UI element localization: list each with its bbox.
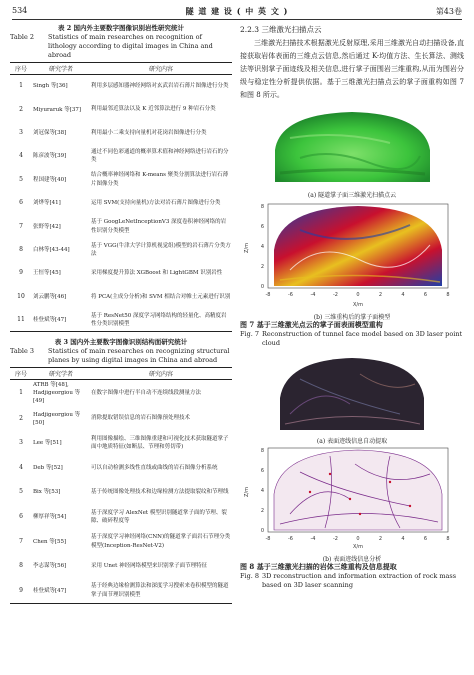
y-tick-label: 2 — [260, 508, 264, 514]
row-author: 柳厚祥等[54] — [33, 513, 67, 520]
row-author: 张野等[42] — [33, 223, 61, 230]
row-content: 消除提取错误信息的岩石图像预处理技术 — [91, 415, 191, 422]
x-tick-label: 6 — [423, 292, 428, 298]
row-author: Deb 等[52] — [33, 464, 63, 471]
fig7-y-label: Z/m — [244, 243, 250, 253]
table2-col-no: 序号 — [10, 63, 32, 75]
fig8a-subcaption: (a) 表面迹线信息自动提取 — [316, 438, 388, 445]
table-row — [10, 431, 232, 456]
x-tick-label: 4 — [401, 536, 405, 542]
row-author: Hadjigeorgiou 等[50] — [33, 411, 81, 426]
table-row — [10, 308, 232, 331]
row-author: 刘烨等[41] — [33, 200, 61, 207]
table2-col-author: 研究学者 — [32, 63, 90, 75]
fig7b-subcaption: (b) 三维重构后的掌子面模型 — [313, 314, 391, 321]
row-number: 2 — [19, 414, 23, 422]
y-tick-label: 6 — [260, 468, 264, 474]
row-author: Chen 等[55] — [33, 538, 67, 545]
table-row — [10, 380, 232, 407]
x-tick-label: -6 — [288, 292, 293, 298]
fig7-caption-text: Reconstruction of tunnel face model based on 3D laser point cloud — [262, 330, 463, 347]
row-content: 基于深度学习神经网络(CNN)的隧道掌子面岩石节理分类模型(Inception-ResNet-V2) — [91, 534, 231, 549]
row-author: Miyuraruk 等[37] — [33, 106, 81, 113]
y-tick-label: 0 — [260, 284, 264, 290]
x-tick-label: 8 — [446, 292, 450, 298]
section-heading: 2.2.3 三维激光扫描点云 — [240, 25, 322, 34]
x-tick-label: -8 — [265, 536, 271, 542]
x-tick-label: -4 — [310, 536, 316, 542]
table2-caption-en — [10, 33, 232, 60]
row-number: 3 — [19, 128, 23, 136]
fig8-caption-text: 3D reconstruction and information extraction of rock mass based on 3D laser scanning — [262, 572, 457, 589]
table-row — [10, 191, 232, 214]
fig7-label: Fig. 7 — [240, 330, 260, 338]
y-tick-label: 8 — [260, 448, 264, 454]
right-column — [240, 24, 464, 590]
row-number: 7 — [19, 222, 23, 230]
table3-body — [10, 380, 232, 603]
left-column — [10, 24, 232, 604]
row-number: 4 — [19, 463, 23, 471]
fig8-y-label: Z/m — [244, 487, 250, 497]
row-content: 通过不同色彩通道的概率算术值和神经网络进行岩石的分类 — [91, 149, 229, 164]
trace-analysis-plot — [240, 444, 464, 550]
fig8-caption-en — [240, 572, 464, 590]
row-author: Bix 等[53] — [33, 489, 61, 496]
fig8b-panel — [240, 444, 464, 563]
table3-col-content: 研究内容 — [90, 368, 232, 380]
table3 — [10, 367, 232, 603]
row-number: 9 — [10, 578, 32, 603]
table2-col-content: 研究内容 — [90, 63, 232, 75]
table-row — [10, 262, 232, 285]
row-number: 3 — [19, 439, 23, 447]
table-row — [10, 455, 232, 480]
reconstructed-model-plot — [240, 200, 464, 308]
fig7-caption-cn: 图 7 基于三维激光点云的掌子面表面模型重构 — [240, 320, 383, 329]
row-content: 利用多层感知器神经网络对玄武岩岩石薄片图像进行分类 — [91, 83, 229, 90]
x-tick-label: 4 — [401, 292, 405, 298]
row-number: 5 — [19, 488, 23, 496]
trace-extraction-image — [240, 354, 464, 432]
row-author: 桂登斌等[47] — [32, 308, 90, 331]
fig7-x-label: X/m — [353, 302, 363, 308]
y-tick-label: 4 — [260, 244, 264, 250]
fig8b-subcaption: (b) 表面迹线信息分析 — [322, 556, 382, 563]
row-author: 白林等[43-44] — [33, 246, 70, 253]
x-tick-label: -6 — [288, 536, 293, 542]
row-content: 运用 SVM(支持向量机)方法对岩石薄片图像进行分类 — [91, 200, 221, 206]
table-row — [10, 145, 232, 168]
y-tick-label: 8 — [260, 204, 264, 210]
row-content: 采用梯度提升算法 XGBoost 和 LightGBM 识别岩性 — [91, 270, 223, 277]
table-row — [10, 529, 232, 554]
x-tick-label: -2 — [333, 292, 338, 298]
table3-label: Table 3 — [10, 347, 34, 356]
x-tick-label: 6 — [423, 536, 428, 542]
table-row — [10, 505, 232, 530]
row-author: Lee 等[51] — [33, 440, 62, 447]
x-tick-label: -2 — [333, 536, 338, 542]
table-row — [10, 98, 232, 121]
row-number: 1 — [19, 389, 23, 397]
fig7a-subcaption: (a) 隧道掌子面三维激光扫描点云 — [307, 192, 397, 199]
x-tick-label: 0 — [356, 536, 360, 542]
table3-col-author: 研究学者 — [32, 368, 90, 380]
row-content: 基于 GoogLeNetInceptionV3 深度卷积神经网络的岩性识别分类模型 — [91, 219, 227, 234]
table3-caption-cn: 表 3 国内外主要数字图像识别结构面研究统计 — [54, 338, 188, 347]
y-tick-label: 2 — [260, 264, 264, 270]
row-author: 程国建等[40] — [33, 176, 67, 183]
table2-caption-text: Statistics of main researches on recognition of lithology according to digital images in China and abroad — [48, 33, 213, 59]
fig7a-panel — [240, 108, 464, 198]
table-row — [10, 121, 232, 144]
table-row — [10, 578, 232, 603]
row-content: 基于传统图像处理技术和边缘检测方法提取裂纹和节理线 — [91, 489, 229, 496]
table3-caption-en — [10, 347, 232, 365]
point-cloud-image — [240, 108, 464, 186]
fig7-caption-en — [240, 330, 464, 348]
row-number: 8 — [19, 245, 23, 253]
row-content: 结合概率神经网络和 K-means 聚类分割算法进行岩石薄片图像分类 — [91, 172, 229, 187]
row-author: ATRB 等[48], Hadjigeorgiou 等[49] — [33, 382, 81, 405]
table2-caption-cn: 表 2 国内外主要数字图像识别岩性研究统计 — [57, 24, 185, 32]
x-tick-label: 0 — [356, 292, 360, 298]
row-content: 采用 Unet 神经网络模型来识别掌子面节理特征 — [91, 563, 208, 569]
row-author: 桂登斌等[47] — [32, 578, 90, 603]
x-tick-label: -4 — [310, 292, 316, 298]
x-tick-label: 2 — [378, 292, 383, 298]
row-author: 陈彦波等[39] — [33, 153, 67, 160]
table2 — [10, 62, 232, 332]
row-content: 基于 ResNet50 深度学习网络结构的轻量化、高精度岩性分类识别模型 — [90, 308, 232, 331]
row-number: 1 — [19, 82, 23, 90]
x-tick-label: 2 — [378, 536, 383, 542]
y-tick-label: 4 — [260, 488, 264, 494]
page-number: 534 — [12, 6, 28, 15]
table-row — [10, 480, 232, 505]
row-number: 5 — [19, 175, 23, 183]
row-content: 利用图像描绘、三维图像重建和可视化技术获取隧道掌子面中地质特征(如断层、节理和剪切带) — [91, 435, 229, 451]
y-tick-label: 6 — [260, 224, 264, 230]
row-content: 利用最小二乘支持向量机对花岗岩图像进行分类 — [91, 129, 207, 136]
row-content: 利用最邻近算法以及 K 近邻算法进行 9 种岩石分类 — [91, 106, 216, 113]
section-paragraph: 三维激光扫描技术根据激光反射原理,采用三维激光自动扫描设备,直接获取岩体表面的三维点云信息,然后通过 K-均值方法、生长算法、测线法等识别掌子面迹线及相关信息,进行掌子面围岩三维重构,从而为围岩分级与稳定性分析提供依据。基于三维激光扫描点云的掌子面重构如图 7 和图 8 所示。 — [240, 39, 464, 99]
table2-body — [10, 75, 232, 332]
row-content: 基于深度学习 AlexNet 模型识别隧道掌子面的节理、裂隙、破碎程度等 — [91, 509, 227, 524]
table-row — [10, 406, 232, 431]
running-header — [12, 6, 462, 19]
fig8-label: Fig. 8 — [240, 572, 260, 580]
row-author: Singh 等[36] — [33, 83, 68, 90]
row-content: 将 PCA(主成分分析)和 SVM 相结合对帷土元素进行识别 — [91, 293, 231, 300]
volume-label: 第43卷 — [435, 7, 462, 16]
fig8-caption-cn: 图 8 基于三维激光扫描的岩体三维重构及信息提取 — [240, 562, 397, 571]
row-number: 6 — [19, 512, 23, 520]
table-row — [10, 215, 232, 238]
x-tick-label: -8 — [265, 292, 271, 298]
row-author: 刘云鹏等[46] — [33, 293, 67, 300]
table-row — [10, 168, 232, 191]
table3-caption-text: Statistics of main researches on recognizing structural planes by using digital images in China and abroad — [48, 347, 230, 365]
y-tick-label: 0 — [260, 528, 264, 534]
table-row — [10, 75, 232, 98]
row-number: 9 — [19, 269, 23, 277]
header-rule — [12, 19, 462, 20]
row-number: 10 — [17, 292, 25, 300]
table-row — [10, 554, 232, 579]
table-row — [10, 238, 232, 261]
row-number: 7 — [19, 537, 23, 545]
table-row — [10, 285, 232, 308]
row-content: 可以自动检测多线性直线或曲线的岩石图像分析系统 — [91, 464, 218, 471]
table2-label: Table 2 — [10, 33, 34, 41]
row-number: 11 — [10, 308, 32, 331]
fig7b-panel — [240, 200, 464, 321]
table3-col-no: 序号 — [10, 368, 32, 380]
row-number: 6 — [19, 199, 23, 207]
row-author: 王恒等[45] — [33, 270, 61, 277]
row-content: 基于 VGG(牛津大学计算机视觉组)模型的岩石薄片分类方法 — [91, 242, 231, 257]
row-number: 4 — [19, 152, 23, 160]
row-content: 在数字图像中进行半自动不连续线段测量方法 — [91, 390, 202, 397]
row-author: 李志谋等[56] — [33, 563, 67, 570]
journal-title: 隧 道 建 设 ( 中 英 文 ) — [185, 6, 289, 16]
row-number: 2 — [19, 105, 23, 113]
fig8a-panel — [240, 354, 464, 445]
row-number: 8 — [19, 562, 23, 570]
x-tick-label: 8 — [446, 536, 450, 542]
row-content: 基于经典边缘检测算法和深度学习搜索来卷积模型的隧道掌子面节理识别模型 — [90, 578, 232, 603]
row-author: 刘冠保等[38] — [33, 129, 67, 136]
fig8-x-label: X/m — [353, 544, 363, 550]
